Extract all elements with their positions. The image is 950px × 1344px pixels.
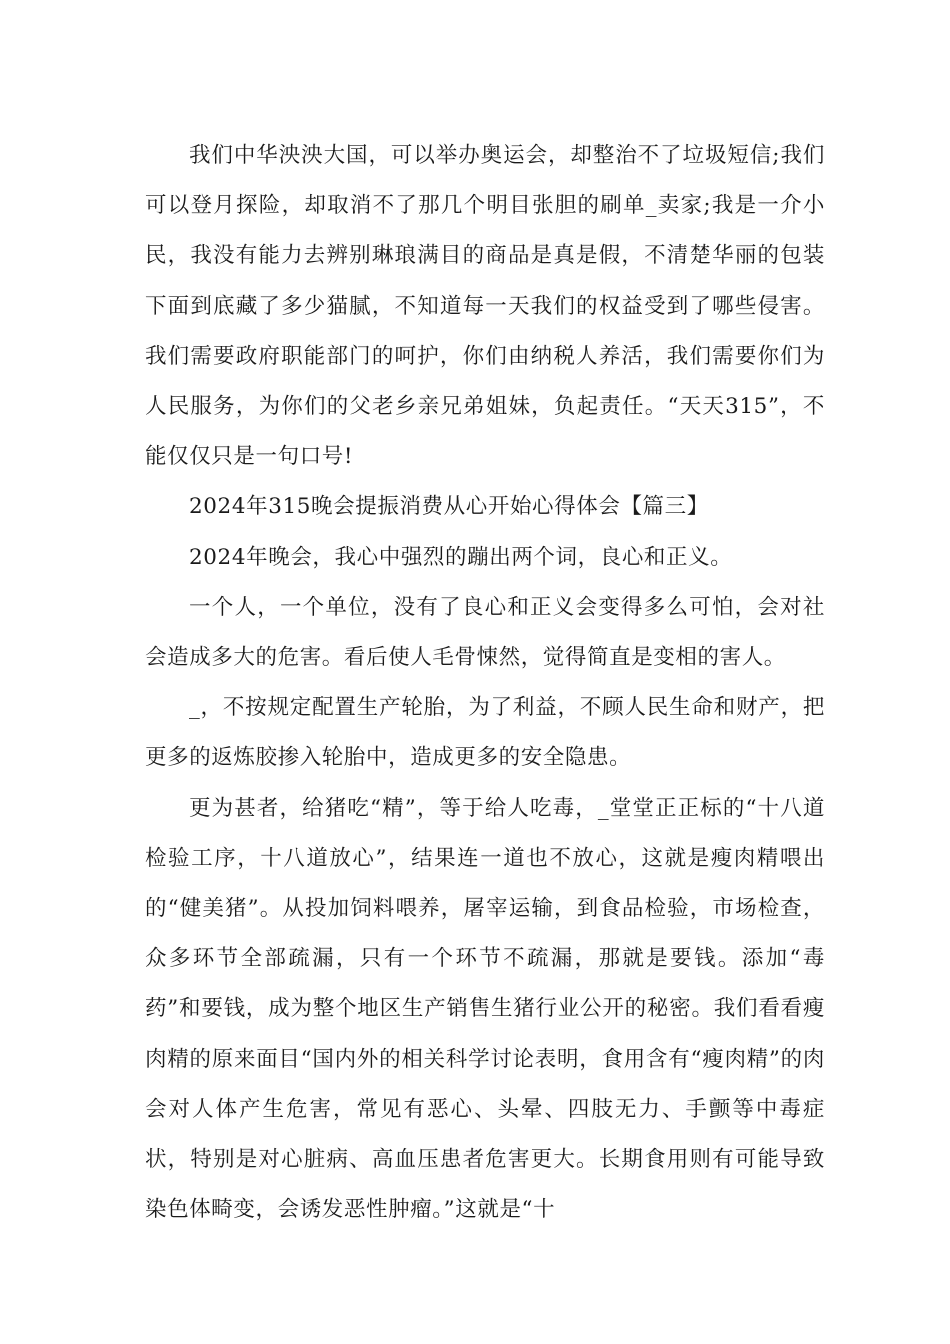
paragraph-conscience-justice: 2024年晚会，我心中强烈的蹦出两个词，良心和正义。: [189, 544, 733, 570]
paragraph-lean-meat-powder: 更为甚者，给猪吃“精”，等于给人吃毒，_堂堂正正标的“十八道检验工序，十八道放心”，结果连一道也不放心，这就是瘦肉精喂出的“健美猪”。从投加饲料喂养，屠宰运输，到食品检验，市场检查，众多环节全部疏漏，只有一个环节不疏漏，那就是要钱。添加“毒药”和要钱，成为整个地区生产销售生猪行业公开的秘密。我们看看瘦肉精的原来面目“国内外的相关科学讨论表明，食用含有“瘦肉精”的肉会对人体产生危害，常见有恶心、头晕、四肢无力、手颤等中毒症状，特别是对心脏病、高血压患者危害更大。长期食用则有可能导致染色体畸变，会诱发恶性肿瘤。”这就是“十: [145, 795, 825, 1223]
document-body: [145, 131, 825, 1235]
paragraph-danger: 一个人，一个单位，没有了良心和正义会变得多么可怕，会对社会造成多大的危害。看后使人毛骨悚然，觉得简直是变相的害人。: [145, 594, 825, 671]
paragraph-consumer-rights: 我们中华泱泱大国，可以举办奥运会，却整治不了垃圾短信;我们可以登月探险，却取消不了那几个明目张胆的刷单_卖家;我是一介小民，我没有能力去辨别琳琅满目的商品是真是假，不清楚华丽的包装下面到底藏了多少猫腻，不知道每一天我们的权益受到了哪些侵害。我们需要政府职能部门的呵护，你们由纳税人养活，我们需要你们为人民服务，为你们的父老乡亲兄弟姐妹，负起责任。“天天315”，不能仅仅只是一句口号!: [145, 143, 825, 470]
section-heading-part-three: 2024年315晚会提振消费从心开始心得体会【篇三】: [189, 494, 709, 520]
paragraph-tires: _，不按规定配置生产轮胎，为了利益，不顾人民生命和财产，把更多的返炼胶掺入轮胎中，造成更多的安全隐患。: [145, 695, 825, 771]
